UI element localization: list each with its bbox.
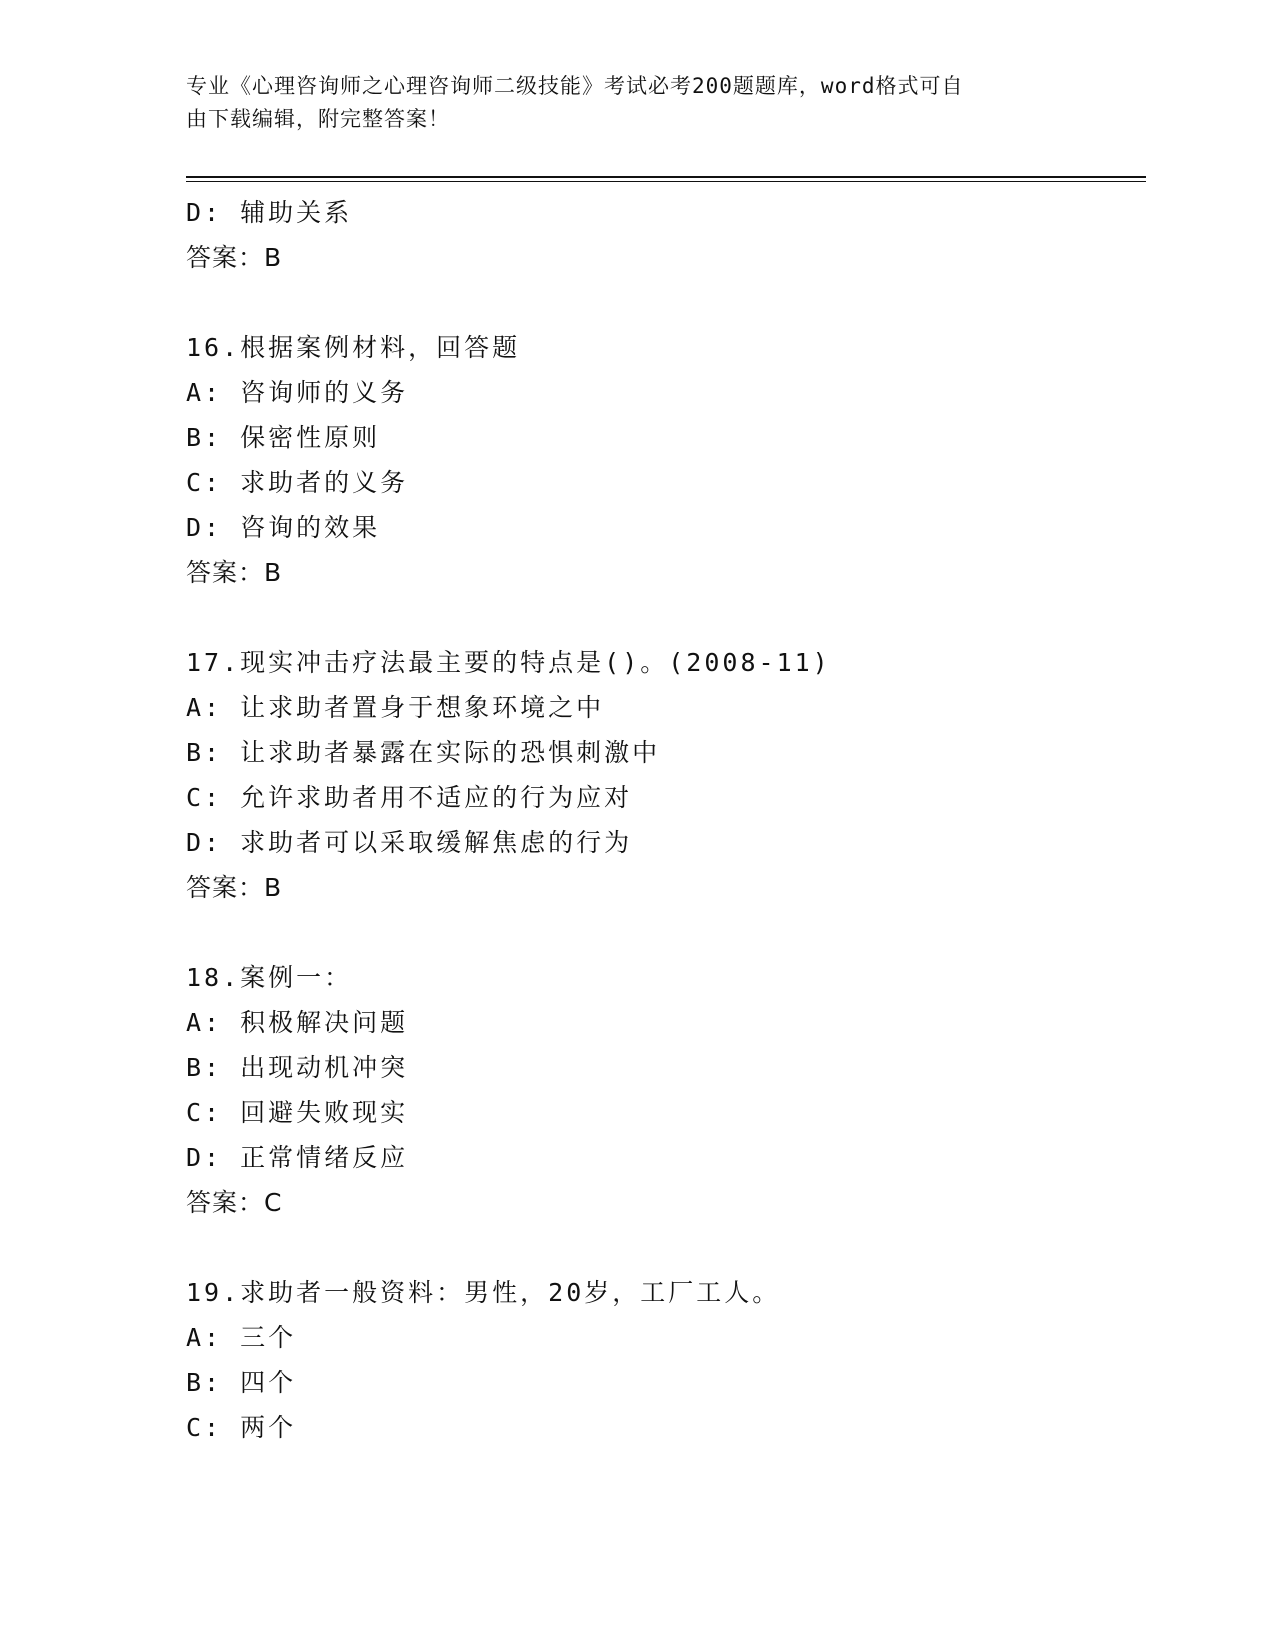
question-19-option-c: C: 两个 [186,1413,297,1442]
question-18-option-d: D: 正常情绪反应 [186,1143,409,1172]
question-18-option-a: A: 积极解决问题 [186,1008,409,1037]
question-16-option-a: A: 咨询师的义务 [186,378,409,407]
spacer [186,595,1146,640]
question-16-option-c: C: 求助者的义务 [186,468,409,497]
document-header [186,70,1066,136]
question-18-option-b: B: 出现动机冲突 [186,1053,409,1082]
spacer [186,910,1146,955]
answer-continued: 答案：B [186,243,283,272]
question-18-answer: 答案：C [186,1188,283,1217]
header-rule-thick [186,176,1146,178]
question-16-option-b: B: 保密性原则 [186,423,381,452]
question-17-option-b: B: 让求助者暴露在实际的恐惧刺激中 [186,738,661,767]
question-17-option-a: A: 让求助者置身于想象环境之中 [186,693,605,722]
question-18-stem: 18.案例一： [186,963,353,992]
header-line-2: 由下载编辑，附完整答案！ [186,107,450,131]
question-17-option-c: C: 允许求助者用不适应的行为应对 [186,783,633,812]
header-line-1: 专业《心理咨询师之心理咨询师二级技能》考试必考200题题库，word格式可自 [186,74,964,98]
question-19-option-b: B: 四个 [186,1368,297,1397]
spacer [186,280,1146,325]
question-17-stem: 17.现实冲击疗法最主要的特点是()。(2008-11) [186,648,831,677]
question-16-answer: 答案：B [186,558,283,587]
question-17-answer: 答案：B [186,873,283,902]
question-19-option-a: A: 三个 [186,1323,297,1352]
question-19-stem: 19.求助者一般资料：男性，20岁，工厂工人。 [186,1278,781,1307]
question-16-stem: 16.根据案例材料，回答题 [186,333,521,362]
option-d-continued: D: 辅助关系 [186,198,353,227]
question-17-option-d: D: 求助者可以采取缓解焦虑的行为 [186,828,633,857]
spacer [186,1225,1146,1270]
header-rule-thin [186,181,1146,182]
question-16-option-d: D: 咨询的效果 [186,513,381,542]
question-list [186,190,1146,1450]
question-18-option-c: C: 回避失败现实 [186,1098,409,1127]
